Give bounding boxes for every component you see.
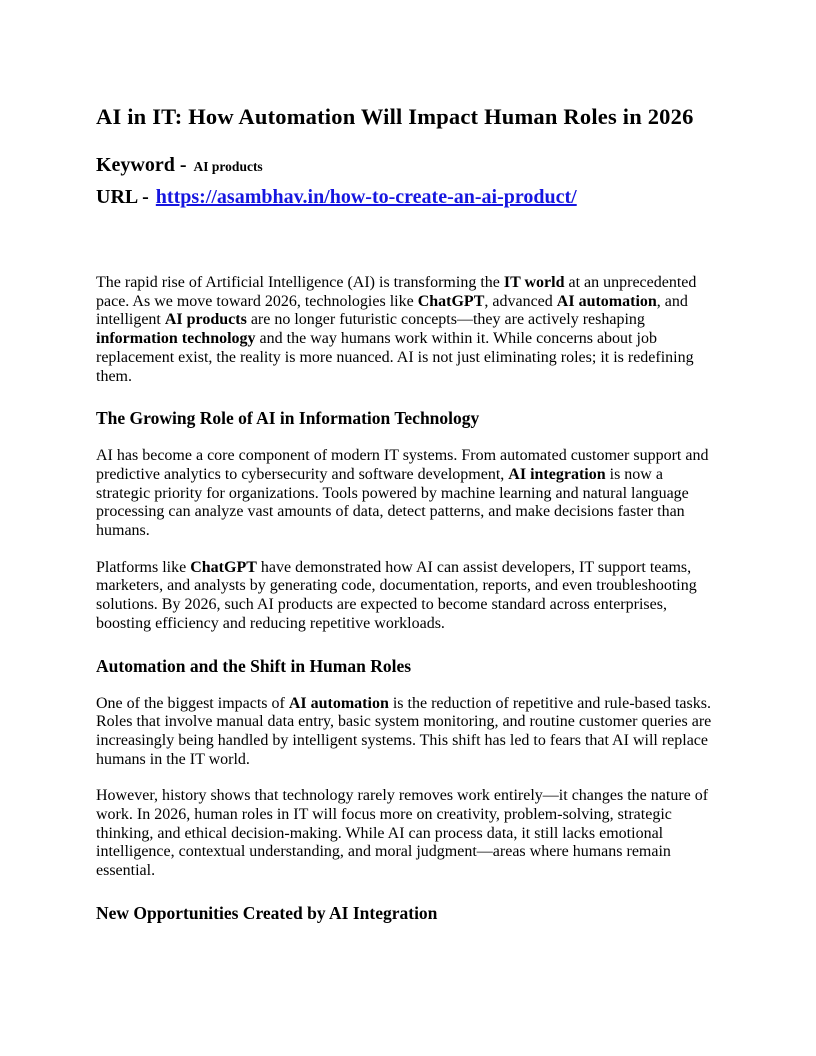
text-segment: at an unprecedented pace. As we move toward 2026, technologies like: [96, 274, 697, 310]
text-segment: , advanced: [484, 292, 557, 310]
text-segment: have demonstrated how AI can assist developers, IT support teams, marketers, and analysts by generating code, documentation, reports, and even troubleshooting solutions. By 2026, such AI products are expected to become standard across enterprises, boosting efficiency and reducing repetitive workloads.: [96, 558, 697, 632]
article-url-link[interactable]: https://asambhav.in/how-to-create-an-ai-product/: [155, 186, 577, 208]
text-segment-bold: information technology: [96, 330, 256, 348]
url-label: URL -: [96, 186, 149, 208]
text-segment: One of the biggest impacts of: [96, 694, 289, 712]
section-heading-automation-shift: Automation and the Shift in Human Roles: [96, 655, 412, 676]
text-segment-bold: AI integration: [508, 465, 606, 483]
text-segment: is now a strategic priority for organizations. Tools powered by machine learning and natural language processing can analyze vast amounts of data, detect patterns, and make decisions faster than humans.: [96, 465, 689, 540]
document-title: AI in IT: How Automation Will Impact Human Roles in 2026: [96, 104, 694, 129]
paragraph-history: [96, 787, 720, 881]
text-segment-bold: IT world: [503, 274, 565, 291]
text-segment: Platforms like: [96, 558, 191, 576]
text-segment: are no longer futuristic concepts—they are actively reshaping: [246, 311, 645, 329]
text-segment-bold: AI automation: [556, 292, 657, 310]
section-heading-new-opportunities: New Opportunities Created by AI Integration: [96, 902, 438, 923]
text-segment: , and intelligent: [96, 292, 688, 329]
paragraph-automation-impact: [96, 695, 720, 770]
text-segment: AI has become a core component of modern IT systems. From automated customer support and predictive analytics to cybersecurity and software development,: [96, 447, 709, 483]
text-segment-bold: ChatGPT: [190, 558, 257, 576]
section-heading-growing-role: The Growing Role of AI in Information Technology: [96, 408, 480, 429]
url-line: [96, 182, 720, 214]
text-segment-bold: AI automation: [288, 694, 389, 712]
keyword-value: AI products: [193, 159, 263, 174]
text-segment-bold: ChatGPT: [417, 292, 485, 310]
text-segment: However, history shows that technology rarely removes work entirely—it changes the nature of work. In 2026, human roles in IT will focus more on creativity, problem-solving, strategic thinking, and ethical decision-making. While AI can process data, it still lacks emotional intelligence, contextual understanding, and moral judgment—areas where humans remain essential.: [96, 787, 709, 880]
keyword-line: [96, 150, 720, 182]
paragraph-platforms: [96, 559, 720, 634]
text-segment: and the way humans work within it. While concerns about job replacement exist, the reality is more nuanced. AI is not just eliminating roles; it is redefining them.: [96, 330, 694, 385]
keyword-label: Keyword -: [96, 154, 187, 176]
text-segment: The rapid rise of Artificial Intelligence (AI) is transforming the: [96, 274, 504, 291]
paragraph-growing-role: [96, 447, 720, 541]
paragraph-intro: [96, 274, 720, 386]
meta-block: [96, 150, 720, 214]
text-segment: is the reduction of repetitive and rule-based tasks. Roles that involve manual data entry, basic system monitoring, and routine customer queries are increasingly being handled by intelligent systems. This shift has led to fears that AI will replace humans in the IT world.: [96, 694, 712, 768]
text-segment-bold: AI products: [164, 311, 247, 329]
